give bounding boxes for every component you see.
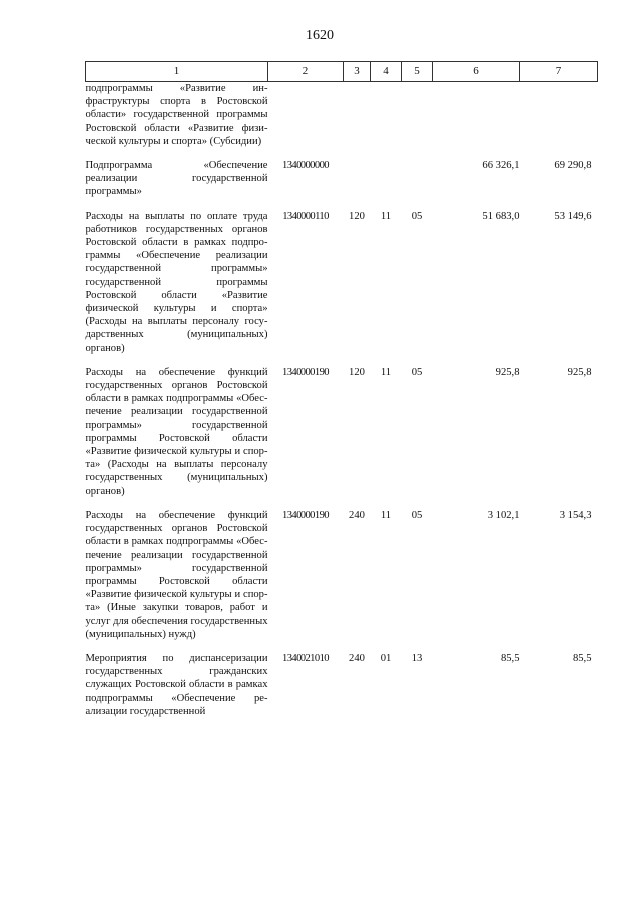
table-row <box>86 210 598 355</box>
row-amount-2 <box>520 82 598 149</box>
row-code <box>268 82 344 149</box>
row-amount-1: 925,8 <box>495 366 520 378</box>
row-amount-2: 925,8 <box>567 366 592 378</box>
row-code: 1340000190 <box>282 366 329 378</box>
row-pr <box>402 159 433 199</box>
row-amount-1: 3 102,1 <box>487 509 520 521</box>
row-amount-1: 66 326,1 <box>482 160 520 172</box>
row-vr <box>344 159 371 199</box>
row-amount-1: 51 683,0 <box>482 210 520 222</box>
row-amount-2: 3 154,3 <box>559 509 592 521</box>
row-pr: 05 <box>411 509 423 521</box>
row-amount-2: 53 149,6 <box>554 210 592 222</box>
row-description: Мероприятия по диспансеризации государственных гражданских служащих Ростовской области в рамках подпрограммы «Обеспечение реализации государственной <box>85 652 268 717</box>
row-amount-2: 85,5 <box>572 652 592 664</box>
column-header-5: 5 <box>402 62 433 82</box>
row-vr <box>344 82 371 149</box>
row-rz: 11 <box>380 210 392 222</box>
row-code: 1340021010 <box>282 652 329 664</box>
page-number: 1620 <box>306 28 334 43</box>
table-row <box>86 509 598 641</box>
column-number-header <box>86 62 598 82</box>
row-vr: 240 <box>349 509 365 521</box>
table-row <box>86 366 598 498</box>
row-pr: 05 <box>411 210 423 222</box>
table-row <box>86 82 598 149</box>
row-description: Расходы на обеспечение функций государственных органов Ростовской области в рамках подпрограммы «Обеспечение реализации государственной программы» государственной программы Ростовской области «Развитие физической культуры и спорта» (Расходы на выплаты персоналу государственных (муниципальных) органов) <box>85 366 268 497</box>
row-amount-1: 85,5 <box>500 652 520 664</box>
column-header-2: 2 <box>268 62 344 82</box>
row-rz: 11 <box>380 366 392 378</box>
row-amount-2: 69 290,8 <box>554 160 592 172</box>
column-header-3: 3 <box>344 62 371 82</box>
row-description: Расходы на выплаты по оплате труда работников государственных органов Ростовской области в рамках подпрограммы «Обеспечение реализации государственной программы» государственной программы Ростовской области «Развитие физической культуры и спорта» (Расходы на выплаты персоналу государственных (муниципальных) органов) <box>85 210 268 354</box>
row-vr: 120 <box>349 210 365 222</box>
row-rz <box>371 82 402 149</box>
table-row <box>86 159 598 199</box>
row-pr: 13 <box>411 652 423 664</box>
row-pr: 05 <box>411 366 423 378</box>
budget-table <box>85 61 598 718</box>
column-header-1: 1 <box>86 62 268 82</box>
row-code: 1340000110 <box>282 210 329 222</box>
row-description: Подпрограмма «Обеспечение реализации государственной программы» <box>85 160 268 198</box>
row-amount-1 <box>433 82 520 149</box>
row-pr <box>402 82 433 149</box>
row-rz: 11 <box>380 509 392 521</box>
row-code: 1340000190 <box>282 509 329 521</box>
row-description: подпрограммы «Развитие инфраструктуры спорта в Ростовской области» государственной программы Ростовской области «Развитие физической культуры и спорта» (Субсидии) <box>85 83 268 147</box>
column-header-6: 6 <box>433 62 520 82</box>
column-header-4: 4 <box>371 62 402 82</box>
table-row <box>86 652 598 718</box>
row-code: 1340000000 <box>282 160 329 172</box>
row-vr: 240 <box>349 652 365 664</box>
row-description: Расходы на обеспечение функций государственных органов Ростовской области в рамках подпрограммы «Обеспечение реализации государственной программы» государственной программы Ростовской области «Развитие физической культуры и спорта» (Иные закупки товаров, работ и услуг для обеспечения государственных (муниципальных) нужд) <box>85 509 268 640</box>
column-header-7: 7 <box>520 62 598 82</box>
row-rz <box>371 159 402 199</box>
row-vr: 120 <box>349 366 365 378</box>
row-rz: 01 <box>380 652 392 664</box>
